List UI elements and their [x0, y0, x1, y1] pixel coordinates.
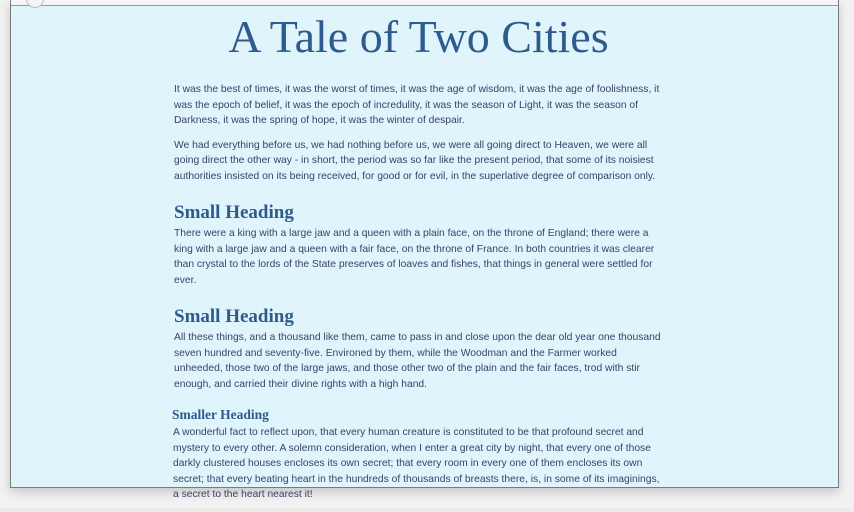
- section-paragraph-3: A wonderful fact to reflect upon, that every human creature is constituted to be that profound secret and mystery to every other. A solemn consideration, when I enter a great city by night, that every one of those darkly clustered houses encloses its own secret; that every room in every one of them encloses its own secret; that every beating heart in the hundreds of thousands of breasts there, is, in some of its imaginings, a secret to the heart nearest it!: [173, 427, 660, 500]
- page-title: A Tale of Two Cities: [228, 11, 609, 62]
- page-content: [174, 6, 663, 512]
- browser-window: [10, 0, 839, 500]
- section-paragraph-2: All these things, and a thousand like them, came to pass in and close upon the dear old year one thousand seven hundred and seventy-five. Environed by them, while the Woodman and the Farmer worked unheeded, those two of the large jaws, and those other two of the plain and the fair faces, trod with stir enough, and carried their divine rights with a high hand.: [174, 332, 661, 390]
- section-heading-1: Small Heading: [174, 202, 294, 223]
- section-paragraph-1: There were a king with a large jaw and a queen with a plain face, on the throne of England; there were a king with a large jaw and a queen with a fair face, on the throne of France. In both countries it was clearer than crystal to the lords of the State preserves of loaves and fishes, that things in general were settled for ever.: [174, 228, 655, 286]
- subsection: [172, 407, 662, 503]
- intro-paragraph-1: It was the best of times, it was the worst of times, it was the age of wisdom, it was the age of foolishness, it was the epoch of belief, it was the epoch of incredulity, it was the season of Light, it was the season of Darkness, it was the spring of hope, it was the winter of despair.: [174, 84, 660, 126]
- section-heading-2: Small Heading: [174, 306, 294, 327]
- section-heading-3: Smaller Heading: [172, 407, 269, 422]
- window-button-icon[interactable]: [26, 0, 44, 8]
- intro-paragraph-2: We had everything before us, we had nothing before us, we were all going direct to Heaven, we were all going direct the other way - in short, the period was so far like the present period, that some of its noisiest authorities insisted on its being received, for good or for evil, in the superlative degree of comparison only.: [174, 139, 656, 182]
